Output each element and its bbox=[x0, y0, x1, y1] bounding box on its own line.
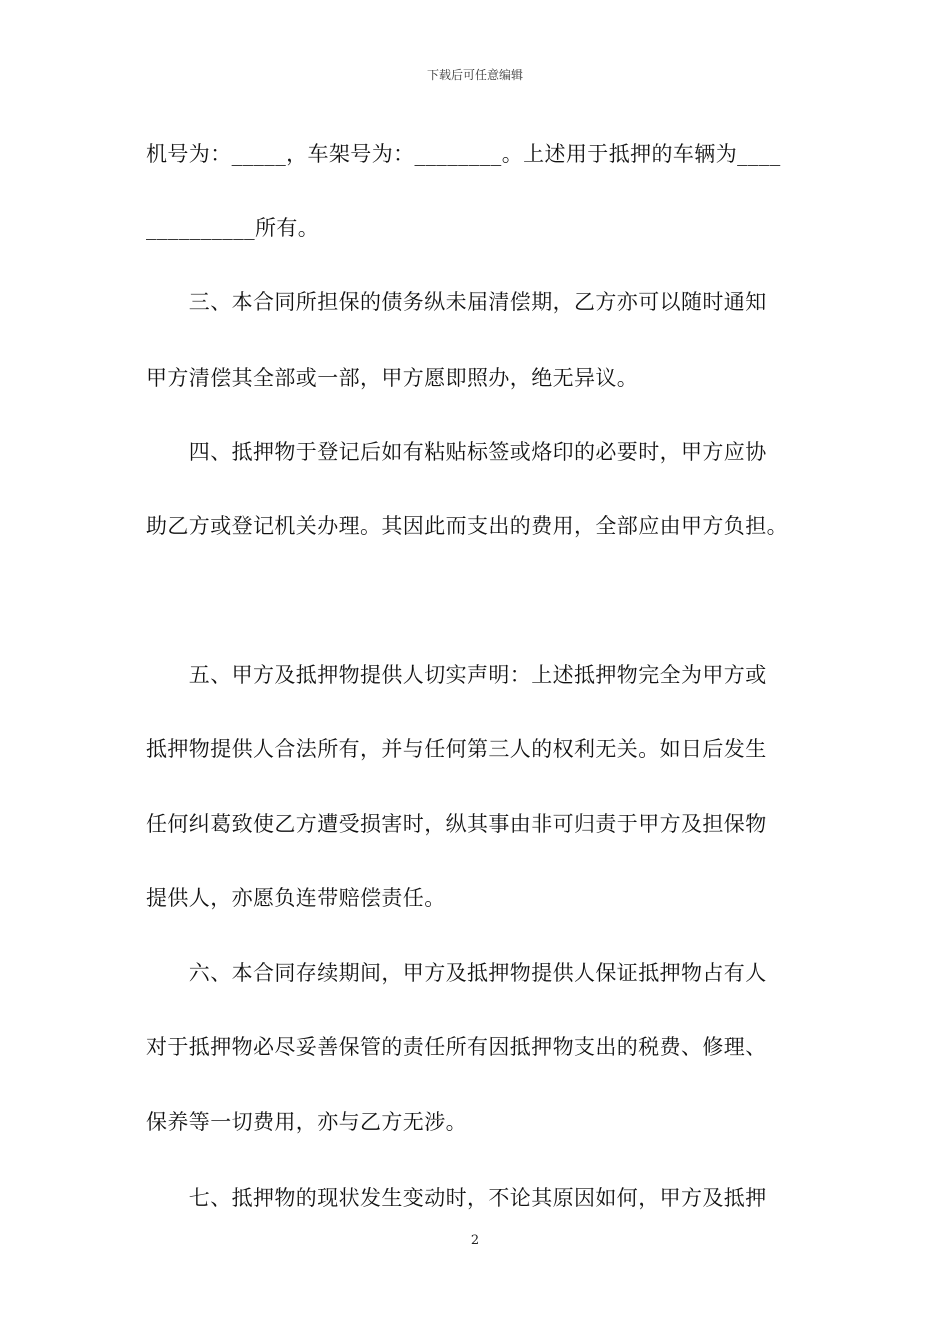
text-line: 七、抵押物的现状发生变动时，不论其原因如何，甲方及抵押 bbox=[146, 1186, 767, 1210]
text-line: 甲方清偿其全部或一部，甲方愿即照办，绝无异议。 bbox=[146, 366, 639, 390]
page-header: 下载后可任意编辑 bbox=[426, 68, 523, 82]
text-line: __________所有。 bbox=[146, 216, 320, 240]
text-line: 保养等一切费用，亦与乙方无涉。 bbox=[146, 1110, 467, 1134]
text-line: 三、本合同所担保的债务纵未届清偿期，乙方亦可以随时通知 bbox=[146, 290, 767, 314]
text-line: 助乙方或登记机关办理。其因此而支出的费用，全部应由甲方负担。 bbox=[146, 514, 788, 538]
text-line: 六、本合同存续期间，甲方及抵押物提供人保证抵押物占有人 bbox=[146, 961, 767, 985]
page-number: 2 bbox=[470, 1233, 480, 1248]
text-line: 任何纠葛致使乙方遭受损害时，纵其事由非可归责于甲方及担保物 bbox=[146, 812, 767, 836]
text-line: 机号为：_____，车架号为：________。上述用于抵押的车辆为____ bbox=[146, 142, 781, 166]
text-line: 五、甲方及抵押物提供人切实声明：上述抵押物完全为甲方或 bbox=[146, 663, 767, 687]
text-line: 提供人，亦愿负连带赔偿责任。 bbox=[146, 886, 446, 910]
text-line: 抵押物提供人合法所有，并与任何第三人的权利无关。如日后发生 bbox=[146, 737, 767, 761]
text-line: 对于抵押物必尽妥善保管的责任所有因抵押物支出的税费、修理、 bbox=[146, 1035, 767, 1059]
text-line: 四、抵押物于登记后如有粘贴标签或烙印的必要时，甲方应协 bbox=[146, 440, 767, 464]
